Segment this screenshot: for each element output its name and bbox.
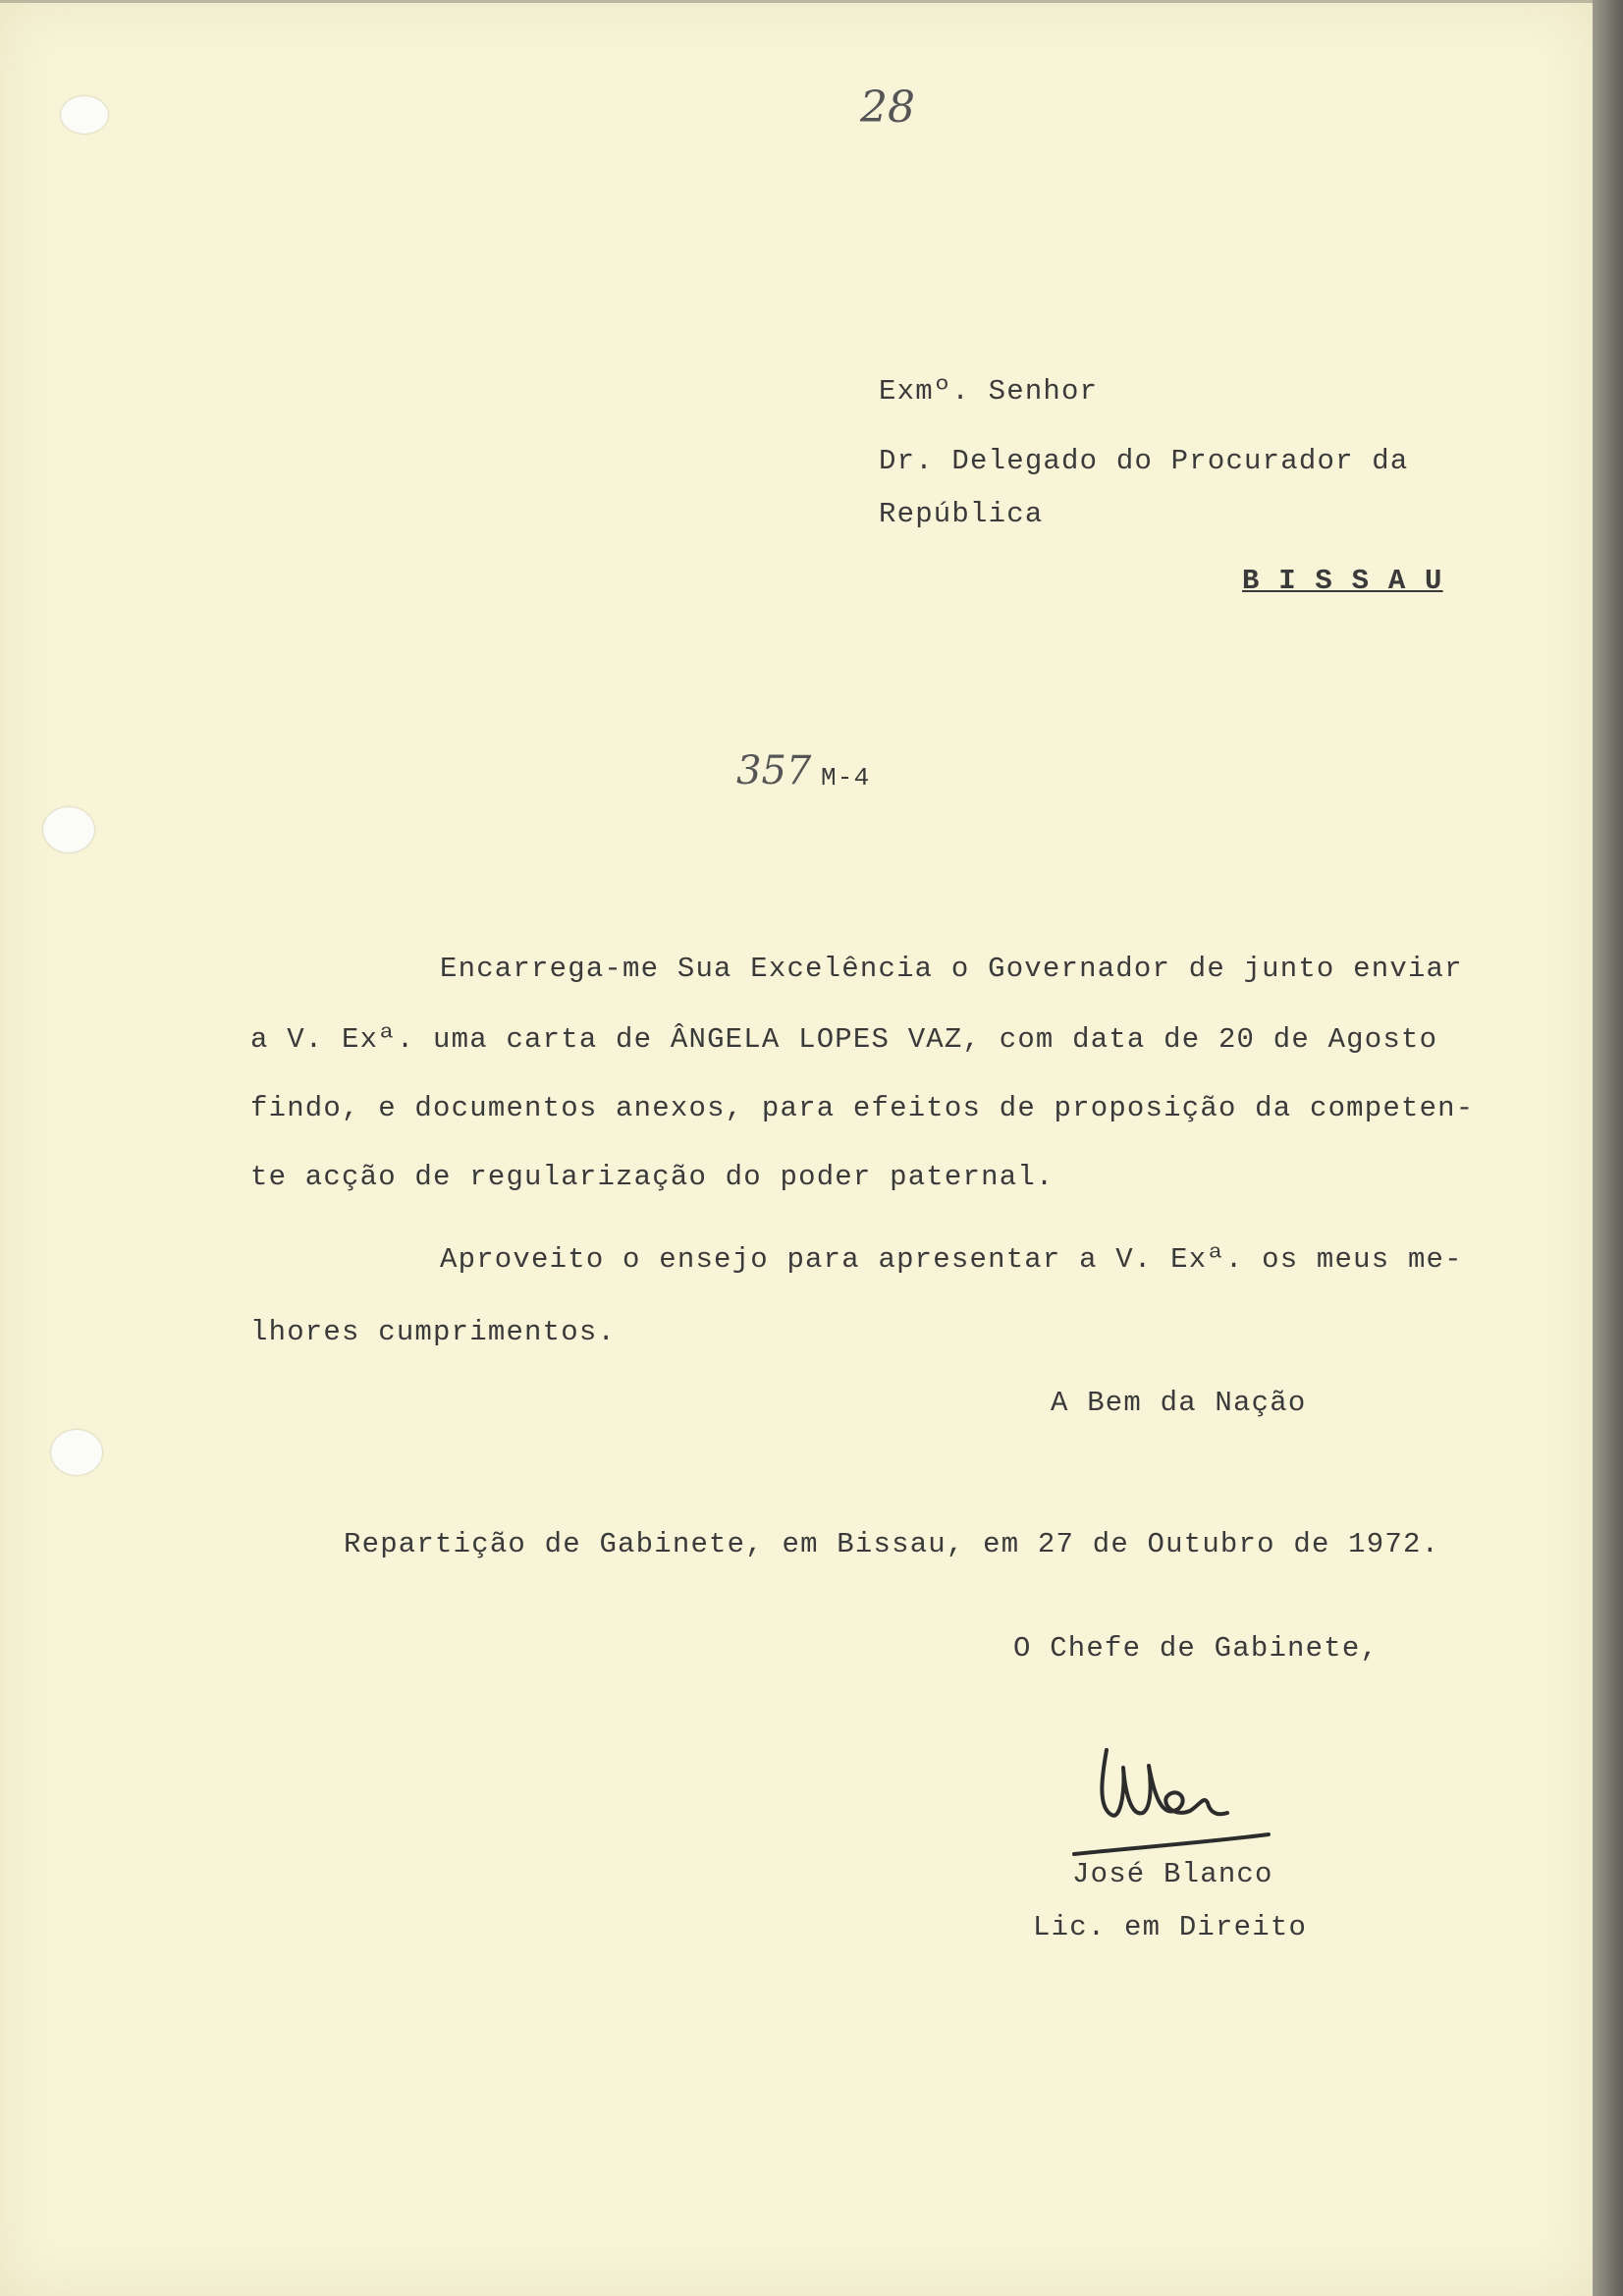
body-p2-line-1: Aproveito o ensejo para apresentar a V. Exª. os meus me- [440,1243,1463,1276]
addressee-city: B I S S A U [1242,565,1443,597]
page-number: 28 [860,82,915,133]
salutation: Exmº. Senhor [879,375,1099,408]
body-p2-line-2: lhores cumprimentos. [250,1316,617,1348]
signer-degree: Lic. em Direito [1033,1911,1308,1943]
reference-number: 357 [736,748,812,793]
body-p1-line-4: te acção de regularização do poder paternal. [250,1161,1055,1193]
reference-code: M-4 [821,763,871,793]
body-p1-line-2: a V. Exª. uma carta de ÂNGELA LOPES VAZ, com data de 20 de Agosto [250,1023,1438,1056]
addressee-line-2: República [879,498,1044,530]
addressee-line-1: Dr. Delegado do Procurador da [879,445,1409,477]
punch-hole-lower [51,1430,102,1475]
body-p1-line-3: findo, e documentos anexos, para efeitos de proposição da competen- [250,1092,1475,1124]
signer-title: O Chefe de Gabinete, [1013,1632,1380,1665]
handwritten-signature [1060,1738,1296,1876]
punch-hole-middle [43,807,94,852]
scan-edge [1593,0,1623,2296]
signer-name: José Blanco [1072,1858,1273,1890]
body-p1-line-1: Encarrega-me Sua Excelência o Governador de junto enviar [440,953,1463,985]
punch-hole-top [61,96,108,134]
closing: A Bem da Nação [1051,1387,1307,1419]
page-top-edge [0,0,1593,3]
place-date: Repartição de Gabinete, em Bissau, em 27 de Outubro de 1972. [344,1528,1440,1560]
